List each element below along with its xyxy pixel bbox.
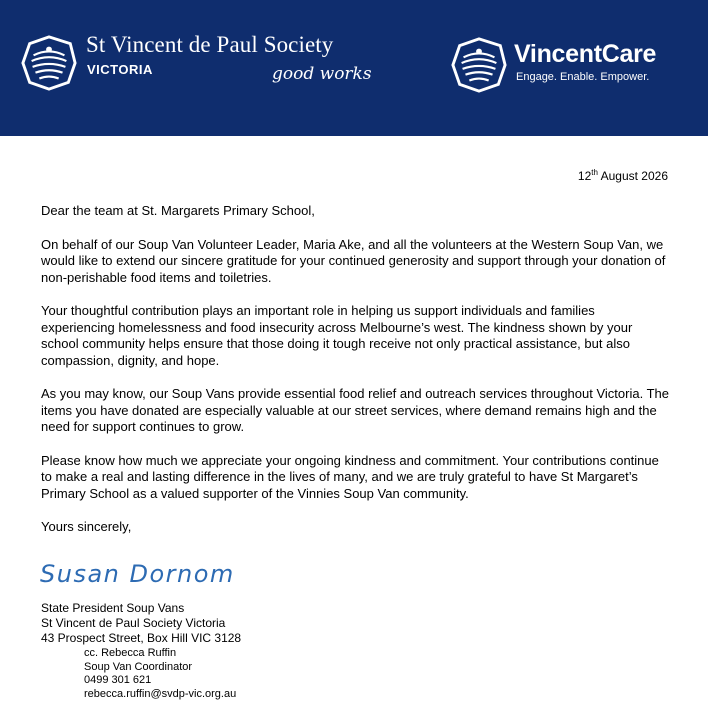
date-suffix: th (591, 168, 598, 177)
paragraph-2: Your thoughtful contribution plays an important role in helping us support individuals and families experiencing homelessness and food insecurity across Melbourne’s west. The kindness shown by your school community helps ensure that those doing it tough receive not only practical assistance, but also compassion, dignity, and hope. (41, 303, 633, 368)
closing: Yours sincerely, (41, 519, 132, 534)
vincentcare-name: VincentCare (514, 40, 657, 68)
date-month-year: August 2026 (600, 169, 668, 183)
signer-org: St Vincent de Paul Society Victoria (41, 616, 226, 630)
signer-title: State President Soup Vans (41, 601, 185, 615)
svdp-emblem-icon (20, 34, 78, 92)
vincentcare-tagline: Engage. Enable. Empower. (516, 71, 650, 83)
signer-block (41, 601, 241, 646)
salutation: Dear the team at St. Margarets Primary School, (41, 203, 315, 218)
paragraph-1: On behalf of our Soup Van Volunteer Leader, Maria Ake, and all the volunteers at the Western Soup Van, we would like to extend our sincere gratitude for your continued generosity and support through your donation of non-perishable food items and toiletries. (41, 236, 666, 285)
vincentcare-emblem-icon (450, 36, 508, 94)
letterhead-banner (0, 0, 708, 136)
cc-phone: 0499 301 621 (84, 674, 152, 686)
date-day: 12 (577, 169, 592, 183)
cc-role: Soup Van Coordinator (84, 660, 193, 673)
paragraph-4: Please know how much we appreciate your ongoing kindness and commitment. Your contributions continue to make a real and lasting difference in the lives of many, and we are truly grateful to have St Margaret’s Primary School as a valued supporter of the Vinnies Soup Van community. (41, 452, 659, 501)
cc-name: cc. Rebecca Ruffin (84, 647, 177, 659)
signer-address: 43 Prospect Street, Box Hill VIC 3128 (41, 631, 242, 645)
signature: Susan Dornom (40, 560, 235, 588)
cc-block (84, 647, 236, 701)
paragraph-3: As you may know, our Soup Vans provide essential food relief and outreach services throughout Victoria. The items you have donated are especially valuable at our street services, where demand remains high and the need for support continues to grow. (41, 386, 669, 434)
org-state: VICTORIA (87, 62, 153, 77)
cc-email[interactable]: rebecca.ruffin@svdp-vic.org.au (84, 687, 237, 700)
org-name: St Vincent de Paul Society (86, 32, 334, 57)
letter-date (578, 168, 668, 183)
org-tagline: good works (272, 64, 372, 84)
letter-body (41, 203, 671, 553)
